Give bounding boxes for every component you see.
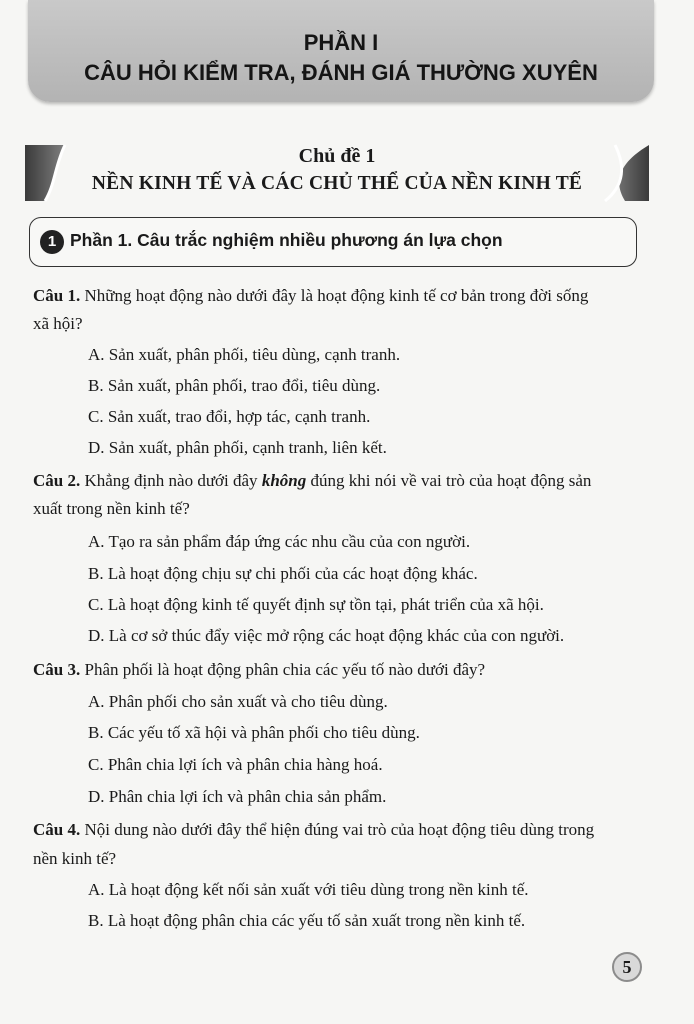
section-header — [29, 217, 637, 267]
question-3-option-b: B. Các yếu tố xã hội và phân phối cho tiêu dùng. — [88, 723, 420, 742]
section-title: Phần 1. Câu trắc nghiệm nhiều phương án lựa chọn — [70, 230, 503, 250]
question-text-post: đúng khi nói về vai trò của hoạt động sản — [306, 471, 592, 490]
question-text-emphasis: không — [261, 471, 307, 490]
question-1-line-1 — [33, 286, 653, 306]
question-2-line-2: xuất trong nền kinh tế? — [33, 499, 190, 518]
section-number-icon: 1 — [40, 230, 64, 254]
question-4-option-a: A. Là hoạt động kết nối sản xuất với tiêu dùng trong nền kinh tế. — [88, 880, 529, 899]
question-label: Câu 3. — [33, 660, 81, 679]
topic-banner — [25, 135, 649, 211]
question-2-option-d: D. Là cơ sở thúc đẩy việc mở rộng các hoạt động khác của con người. — [88, 626, 565, 645]
question-3-option-a: A. Phân phối cho sản xuất và cho tiêu dùng. — [88, 692, 388, 711]
question-3-line-1 — [33, 660, 653, 680]
question-text-pre: Khẳng định nào dưới đây — [84, 471, 262, 490]
question-2-option-b: B. Là hoạt động chịu sự chi phối của các hoạt động khác. — [88, 564, 478, 583]
part-title: PHẦN I — [303, 30, 379, 55]
question-2-option-c: C. Là hoạt động kinh tế quyết định sự tồn tại, phát triển của xã hội. — [88, 595, 544, 614]
question-1-option-a: A. Sản xuất, phân phối, tiêu dùng, cạnh tranh. — [88, 345, 401, 364]
question-label: Câu 4. — [33, 820, 81, 839]
topic-title: NỀN KINH TẾ VÀ CÁC CHỦ THỂ CỦA NỀN KINH TẾ — [91, 173, 583, 194]
topic-number: Chủ đề 1 — [298, 145, 376, 167]
question-2-option-a: A. Tạo ra sản phẩm đáp ứng các nhu cầu của con người. — [88, 532, 471, 551]
question-label: Câu 2. — [33, 471, 81, 490]
question-1-option-b: B. Sản xuất, phân phối, trao đổi, tiêu dùng. — [88, 376, 381, 395]
page-number: 5 — [612, 952, 642, 982]
part-banner — [28, 0, 654, 102]
question-4-line-1 — [33, 820, 653, 840]
question-3-option-d: D. Phân chia lợi ích và phân chia sản phẩm. — [88, 787, 387, 806]
question-label: Câu 1. — [33, 286, 81, 305]
question-text: Những hoạt động nào dưới đây là hoạt động kinh tế cơ bản trong đời sống — [84, 286, 589, 305]
question-1-option-c: C. Sản xuất, trao đổi, hợp tác, cạnh tranh. — [88, 407, 371, 426]
question-text: Nội dung nào dưới đây thể hiện đúng vai trò của hoạt động tiêu dùng trong — [84, 820, 595, 839]
part-subtitle: CÂU HỎI KIỂM TRA, ĐÁNH GIÁ THƯỜNG XUYÊN — [84, 60, 598, 85]
question-4-line-2: nền kinh tế? — [33, 849, 117, 868]
question-2-line-1 — [33, 471, 653, 491]
question-1-line-2: xã hội? — [33, 314, 83, 333]
question-1-option-d: D. Sản xuất, phân phối, cạnh tranh, liên kết. — [88, 438, 387, 457]
question-4-option-b: B. Là hoạt động phân chia các yếu tố sản xuất trong nền kinh tế. — [88, 911, 526, 930]
question-3-option-c: C. Phân chia lợi ích và phân chia hàng hoá. — [88, 755, 383, 774]
question-text: Phân phối là hoạt động phân chia các yếu tố nào dưới đây? — [84, 660, 486, 679]
